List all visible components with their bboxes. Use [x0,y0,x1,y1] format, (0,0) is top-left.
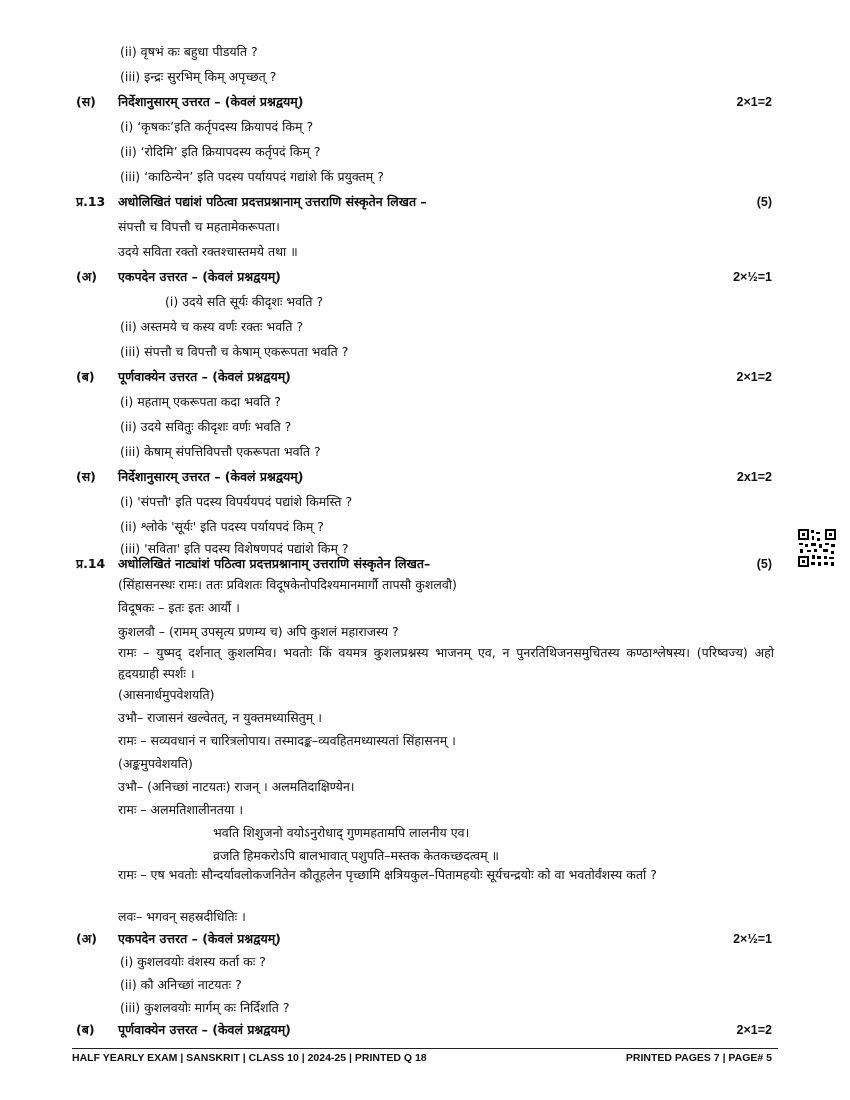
question-text: (i) उदये सति सूर्यः कीदृशः भवति ? [165,294,324,309]
section-instruction: निर्देशानुसारम् उत्तरत – (केवलं प्रश्नद्वयम्) [118,94,304,109]
question-text: (i) ‘कृषकः’इति कर्तृपदस्य क्रियापदं किम् ? [120,119,314,134]
question-line [0,65,850,89]
question-line [0,490,850,514]
question-line [0,973,850,997]
question-line [0,573,850,597]
question-heading-row [0,465,850,489]
question-text: (ii) ‘रोदिमि’ इति क्रियापदस्य कर्तृपदं किम् ? [120,144,321,159]
marks-label: 2×½=1 [733,270,772,284]
question-line [0,440,850,464]
marks-label: 2×1=2 [736,370,772,384]
question-text: (i) कुशलवयोः वंशस्य कर्ता कः ? [120,954,266,969]
question-text: व्रजति हिमकरोऽपि बालभावात् पशुपति–मस्तक केतकच्छदत्वम् ॥ [213,848,500,863]
question-text: उदये सविता रक्तो रक्तश्चास्तमये तथा ॥ [118,244,298,259]
question-text: (iii) ‘काठिन्येन’ इति पदस्य पर्यायपदं गद्यांशे किं प्रयुक्तम् ? [120,169,384,184]
question-heading-row [0,365,850,389]
question-line [0,775,850,799]
question-line [0,620,850,644]
question-label: (स) [76,469,96,484]
marks-label: 2x1=2 [736,470,772,484]
question-text: (iii) संपत्तौ च विपत्तौ च केषाम् एकरूपता भवति ? [120,344,349,359]
question-line [0,115,850,139]
marks-label: 2×1=2 [736,1023,772,1037]
question-text: लवः– भगवन् सहस्रदीधितिः । [118,909,246,924]
question-text: संपत्तौ च विपत्तौ च महतामेकरूपता। [118,219,280,234]
question-line [0,798,850,822]
question-text: (iii) केषाम् संपत्तिविपत्तौ एकरूपता भवति ? [120,444,321,459]
dialogue-paragraph: रामः – युष्मद् दर्शनात् कुशलमिव। भवतोः किं वयमत्र कुशलप्रश्नस्य भाजनम् एव, न पुनरतिथिजनसमुचितस्य कण्ठाश्लेषस्य। (परिष्वज्य) अहो हृदयग्राही स्पर्शः । [118,645,774,681]
qr-code-icon [797,528,837,568]
question-line [0,290,850,314]
question-line [0,40,850,64]
question-text: रामः – सव्यवधानं न चारित्रलोपाय। तस्मादङ्क–व्यवहितमध्यास्यतां सिंहासनम् । [118,733,456,748]
question-label: (ब) [76,1022,95,1037]
marks-label: (5) [756,195,772,209]
section-instruction: पूर्णवाक्येन उत्तरत – (केवलं प्रश्नद्वयम्) [118,369,291,384]
question-line [0,950,850,974]
question-line [0,752,850,776]
section-instruction: अधोलिखितं पद्यांशं पठित्वा प्रदत्तप्रश्नानाम् उत्तराणि संस्कृतेन लिखत – [118,194,427,209]
question-line [0,515,850,539]
question-heading-row [0,90,850,114]
section-instruction: एकपदेन उत्तरत – (केवलं प्रश्नद्वयम्) [118,931,281,946]
question-text: (iii) कुशलवयोः मार्गम् कः निर्दिशति ? [120,1000,290,1015]
question-line [0,683,850,707]
question-text: भवति शिशुजनो वयोऽनुरोधाद् गुणमहतामपि लालनीय एव। [213,825,470,840]
question-line [0,821,850,845]
question-text: (आसनार्धमुपवेशयति) [118,687,215,702]
question-text: (ii) वृषभं कः बहुधा पीडयति ? [120,44,258,59]
section-instruction: अधोलिखितं नाट्यांशं पठित्वा प्रदत्तप्रश्नानाम् उत्तराणि संस्कृतेन लिखत– [118,556,431,571]
question-label: (ब) [76,369,95,384]
marks-label: (5) [756,557,772,571]
question-line [0,905,850,929]
question-line [0,415,850,439]
question-text: उभौ– (अनिच्छां नाटयतः) राजन् । अलमतिदाक्षिण्येन। [118,779,355,794]
question-line [0,165,850,189]
question-text: उभौ– राजासनं खल्वेतत्, न युक्तमध्यासितुम् । [118,710,322,725]
question-text: (ii) कौ अनिच्छां नाटयतः ? [120,977,242,992]
question-line [0,240,850,264]
footer-rule [72,1048,778,1049]
section-instruction: निर्देशानुसारम् उत्तरत – (केवलं प्रश्नद्वयम्) [118,469,304,484]
marks-label: 2×½=1 [733,932,772,946]
footer-exam-info: HALF YEARLY EXAM | SANSKRIT | CLASS 10 | 2024-25 | PRINTED Q 18 [72,1052,427,1064]
question-text: कुशलवौ – (रामम् उपसृत्य प्रणम्य च) अपि कुशलं महाराजस्य ? [118,624,399,639]
question-text: (iii) इन्द्रः सुरभिम् किम् अपृच्छत् ? [120,69,277,84]
question-line [0,390,850,414]
question-line [0,729,850,753]
question-label: (अ) [76,931,97,946]
marks-label: 2×1=2 [736,95,772,109]
question-heading-row [0,1018,850,1042]
question-label: प्र.14 [76,556,106,571]
question-label: (स) [76,94,96,109]
question-text: (i) 'संपत्तौ' इति पदस्य विपर्ययपदं पद्यांशे किमस्ति ? [120,494,353,509]
question-text: (ii) उदये सवितुः कीदृशः वर्णः भवति ? [120,419,292,434]
question-text: (ii) श्लोके 'सूर्यः' इति पदस्य पर्यायपदं किम् ? [120,519,324,534]
section-instruction: पूर्णवाक्येन उत्तरत – (केवलं प्रश्नद्वयम्) [118,1022,291,1037]
question-line [0,215,850,239]
question-line [0,340,850,364]
question-text: (iii) 'सविता' इति पदस्य विशेषणपदं पद्यांशे किम् ? [120,541,349,556]
question-line [0,706,850,730]
question-heading-row [0,190,850,214]
question-line [0,315,850,339]
section-instruction: एकपदेन उत्तरत – (केवलं प्रश्नद्वयम्) [118,269,281,284]
question-text: (सिंहासनस्थः रामः। ततः प्रविशतः विदूषकेनोपदिश्यमानमार्गौ तापसौ कुशलवौ) [118,577,457,592]
question-text: (अङ्कमुपवेशयति) [118,756,193,771]
dialogue-paragraph: रामः – एष भवतोः सौन्दर्यावलोकजनितेन कौतूहलेन पृच्छामि क्षत्रियकुल–पितामहयोः सूर्यचन्द्रयोः को वा भवतोर्वंशस्य कर्ता ? [118,867,657,882]
question-text: (i) महताम् एकरूपता कदा भवति ? [120,394,281,409]
question-text: रामः – अलमतिशालीनतया । [118,802,244,817]
question-line [0,596,850,620]
question-heading-row [0,265,850,289]
question-label: प्र.13 [76,194,106,209]
question-text: विदूषकः – इतः इतः आर्यौ । [118,600,240,615]
question-heading-row [0,927,850,951]
footer-page-info: PRINTED PAGES 7 | PAGE# 5 [625,1052,772,1064]
question-line [0,140,850,164]
question-line [0,996,850,1020]
question-text: (ii) अस्तमये च कस्य वर्णः रक्तः भवति ? [120,319,304,334]
question-label: (अ) [76,269,97,284]
